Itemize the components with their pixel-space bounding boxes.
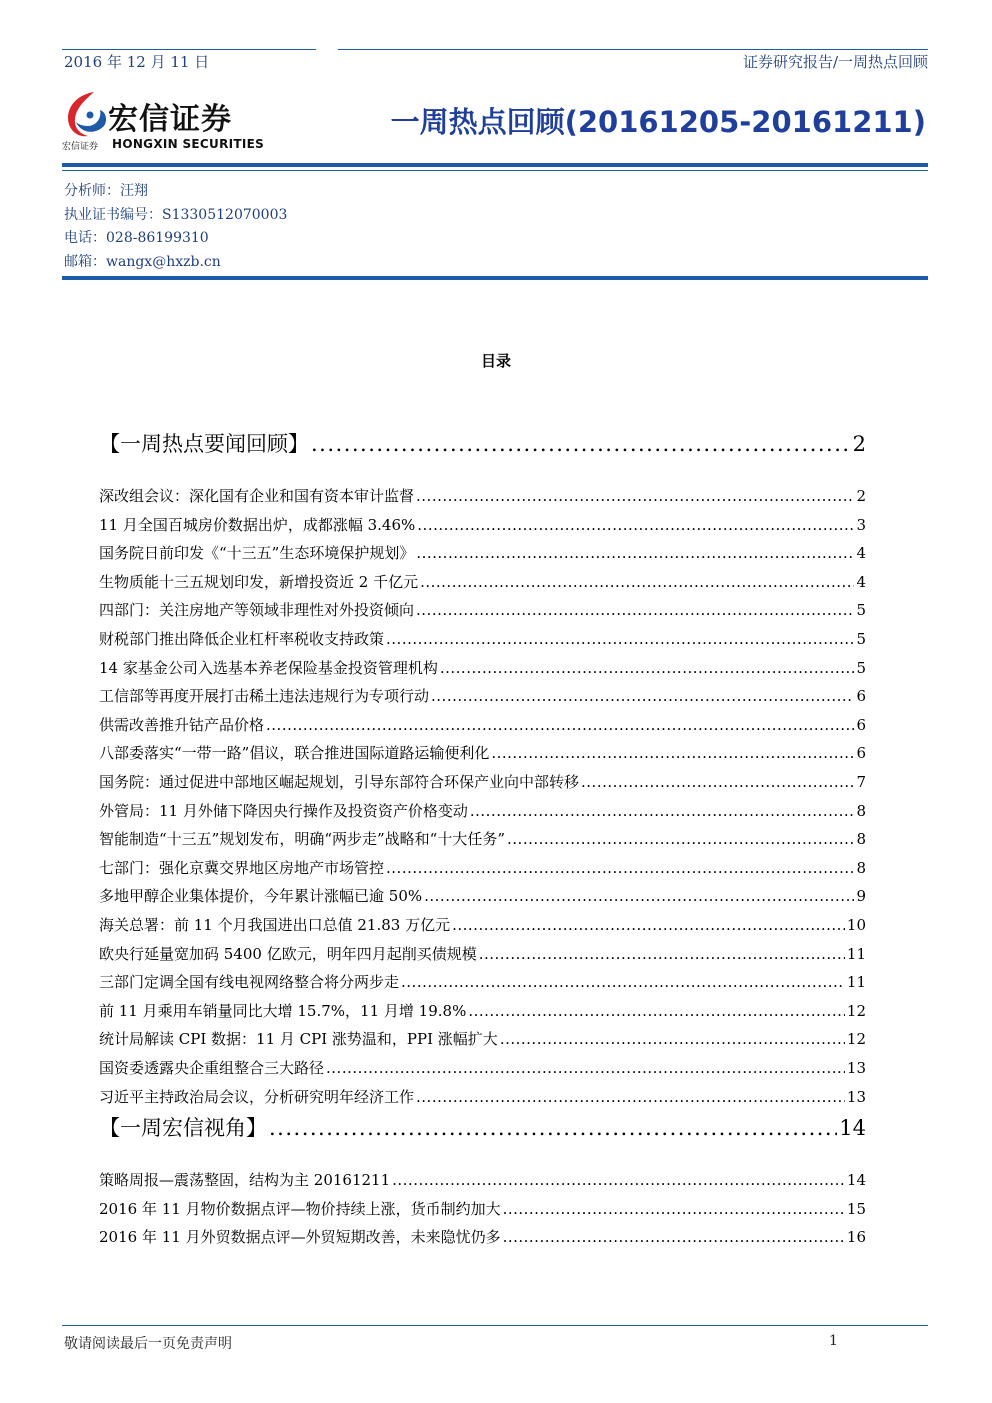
title-divider-thick <box>62 163 928 167</box>
toc-section-page: 14 <box>839 1116 866 1140</box>
toc-leader-dots <box>392 1171 845 1189</box>
toc-item[interactable] <box>99 542 866 563</box>
toc-leader-dots <box>440 659 855 677</box>
toc-item-page: 7 <box>856 773 866 791</box>
analyst-phone: 电话：028-86199310 <box>64 230 209 246</box>
toc-item-title: 统计局解读 CPI 数据：11 月 CPI 涨势温和，PPI 涨幅扩大 <box>99 1030 498 1049</box>
toc-item-title: 四部门：关注房地产等领域非理性对外投资倾向 <box>99 601 415 620</box>
toc-item-title: 智能制造“十三五”规划发布，明确“两步走”战略和“十大任务” <box>99 830 506 849</box>
toc-item-page: 14 <box>846 1171 866 1189</box>
toc-section[interactable] <box>99 1112 866 1142</box>
toc-item[interactable] <box>99 857 866 878</box>
toc-item-page: 6 <box>856 715 866 734</box>
toc-item-title: 多地甲醇企业集体提价，今年累计涨幅已逾 50% <box>99 887 423 906</box>
toc-leader-dots <box>326 1059 845 1077</box>
logo-swirl-icon <box>62 88 112 140</box>
toc-item-page: 5 <box>856 601 866 620</box>
toc-item-title: 14 家基金公司入选基本养老保险基金投资管理机构 <box>99 658 438 677</box>
toc-item[interactable] <box>99 599 866 620</box>
toc-item[interactable] <box>99 943 866 964</box>
analyst-name: 分析师：汪翔 <box>64 183 148 199</box>
header-rule-right <box>338 49 928 50</box>
toc-item-title: 外管局：11 月外储下降因央行操作及投资资产价格变动 <box>99 801 468 820</box>
toc-item-title: 策略周报—震荡整固，结构为主 20161211 <box>99 1171 391 1189</box>
toc-item[interactable] <box>99 1169 866 1190</box>
toc-item-page: 12 <box>846 1001 866 1020</box>
toc-leader-dots <box>431 687 854 705</box>
toc-item-page: 3 <box>856 515 866 534</box>
toc-item[interactable] <box>99 914 866 935</box>
toc-leader-dots <box>416 1088 845 1106</box>
toc-leader-dots <box>416 601 854 619</box>
toc-item-title: 七部门：强化京冀交界地区房地产市场管控 <box>99 858 385 877</box>
toc-item[interactable] <box>99 1198 866 1219</box>
toc-item-page: 10 <box>846 916 866 934</box>
toc-item-page: 16 <box>846 1228 866 1247</box>
toc-item-title: 国资委透露央企重组整合三大路径 <box>99 1059 325 1077</box>
toc-item-page: 15 <box>846 1199 866 1218</box>
toc-leader-dots <box>491 744 854 762</box>
toc-leader-dots <box>424 887 854 905</box>
toc-item[interactable] <box>99 771 866 792</box>
toc-leader-dots <box>468 1002 845 1020</box>
toc-item-page: 8 <box>856 801 866 820</box>
header-category: 证券研究报告/一周热点回顾 <box>742 53 928 71</box>
toc-section-title: 【一周热点要闻回顾】 <box>99 432 309 456</box>
toc-section[interactable] <box>99 428 866 458</box>
toc-item-page: 2 <box>856 487 866 505</box>
toc-leader-dots <box>452 916 845 934</box>
header-rule-left <box>62 49 316 50</box>
toc-item-title: 财税部门推出降低企业杠杆率税收支持政策 <box>99 630 385 648</box>
toc-item-title: 工信部等再度开展打击稀土违法违规行为专项行动 <box>99 687 430 706</box>
toc-item-title: 2016 年 11 月外贸数据点评—外贸短期改善，未来隐忧仍多 <box>99 1228 501 1247</box>
toc-item[interactable] <box>99 514 866 535</box>
analyst-info <box>64 180 287 274</box>
toc-item-title: 欧央行延量宽加码 5400 亿欧元，明年四月起削买债规模 <box>99 944 477 963</box>
toc-item[interactable] <box>99 571 866 592</box>
toc-item[interactable] <box>99 1028 866 1049</box>
toc-item[interactable] <box>99 1000 866 1021</box>
toc-leader-dots <box>470 802 855 820</box>
toc-item[interactable] <box>99 1226 866 1247</box>
toc-item-title: 生物质能十三五规划印发，新增投资近 2 千亿元 <box>99 572 419 591</box>
toc-item-page: 13 <box>846 1087 866 1106</box>
report-title: 一周热点回顾(20161205-20161211) <box>390 105 926 139</box>
toc-leader-dots <box>503 1200 845 1218</box>
toc-leader-dots <box>386 859 854 877</box>
toc-leader-dots <box>266 716 854 734</box>
toc-item[interactable] <box>99 800 866 821</box>
toc-leader-dots <box>507 830 854 848</box>
toc-item-page: 9 <box>856 887 866 906</box>
toc-item-title: 习近平主持政治局会议，分析研究明年经济工作 <box>99 1087 415 1106</box>
toc-item-page: 13 <box>846 1059 866 1077</box>
toc-item[interactable] <box>99 971 866 992</box>
toc-leader-dots <box>503 1228 845 1246</box>
toc-item-page: 5 <box>856 630 866 648</box>
toc-item-title: 三部门定调全国有线电视网络整合将分两步走 <box>99 973 400 992</box>
toc-item-title: 深改组会议：深化国有企业和国有资本审计监督 <box>99 487 415 505</box>
toc-leader-dots <box>386 630 854 648</box>
toc-item-page: 4 <box>856 544 866 563</box>
toc-item[interactable] <box>99 657 866 678</box>
footer-rule <box>62 1325 928 1326</box>
logo-subtitle-en: HONGXIN SECURITIES <box>112 137 265 151</box>
toc-item-title: 海关总署：前 11 个月我国进出口总值 21.83 万亿元 <box>99 916 451 934</box>
toc-item-page: 6 <box>856 687 866 706</box>
toc-item-page: 6 <box>856 744 866 763</box>
header-date: 2016 年 12 月 11 日 <box>64 53 210 71</box>
toc-section-title: 【一周宏信视角】 <box>99 1116 267 1140</box>
toc-item[interactable] <box>99 714 866 735</box>
toc-leader-dots <box>416 544 854 562</box>
toc-leader-dots <box>581 773 854 791</box>
toc-item[interactable] <box>99 685 866 706</box>
toc-item-title: 11 月全国百城房价数据出炉，成都涨幅 3.46% <box>99 515 416 534</box>
toc-leader-dots <box>311 432 851 456</box>
toc-item-page: 8 <box>856 830 866 849</box>
toc-item[interactable] <box>99 1057 866 1078</box>
analyst-divider <box>62 276 928 280</box>
toc-item-page: 4 <box>856 572 866 591</box>
toc-item[interactable] <box>99 742 866 763</box>
toc-item-title: 供需改善推升钴产品价格 <box>99 715 265 734</box>
page-number: 1 <box>829 1333 838 1349</box>
toc-leader-dots <box>420 573 854 591</box>
analyst-license: 执业证书编号：S1330512070003 <box>64 206 288 223</box>
toc-item-page: 12 <box>846 1030 866 1049</box>
toc-item-title: 2016 年 11 月物价数据点评—物价持续上涨，货币制约加大 <box>99 1199 501 1218</box>
footer-disclaimer: 敬请阅读最后一页免责声明 <box>64 1336 232 1352</box>
toc-leader-dots <box>500 1030 845 1048</box>
toc-leader-dots <box>479 945 845 963</box>
toc-item-title: 八部委落实“一带一路”倡议，联合推进国际道路运输便利化 <box>99 744 490 763</box>
toc-item-title: 国务院日前印发《“十三五”生态环境保护规划》 <box>99 544 415 563</box>
toc-item[interactable] <box>99 828 866 849</box>
title-divider-thin <box>62 170 928 171</box>
toc-leader-dots <box>417 516 854 534</box>
toc-item-page: 11 <box>846 944 866 963</box>
toc-heading: 目录 <box>480 352 511 370</box>
toc-item[interactable] <box>99 1086 866 1107</box>
toc-item[interactable] <box>99 485 866 506</box>
toc-section-page: 2 <box>852 432 866 456</box>
toc-leader-dots <box>401 973 845 991</box>
toc-item-title: 前 11 月乘用车销量同比大增 15.7%，11 月增 19.8% <box>99 1001 467 1020</box>
toc-leader-dots <box>269 1116 837 1140</box>
toc-item-page: 11 <box>846 973 866 992</box>
toc-leader-dots <box>416 487 854 505</box>
logo-subtitle-cn: 宏信证券 <box>62 142 99 152</box>
toc-item-page: 8 <box>856 858 866 877</box>
toc-item-page: 5 <box>856 658 866 677</box>
analyst-email: 邮箱：wangx@hxzb.cn <box>64 253 221 270</box>
toc-item-title: 国务院：通过促进中部地区崛起规划，引导东部符合环保产业向中部转移 <box>99 773 580 791</box>
toc-item[interactable] <box>99 628 866 649</box>
toc-item[interactable] <box>99 885 866 906</box>
logo-name: 宏信证券 <box>108 102 232 137</box>
